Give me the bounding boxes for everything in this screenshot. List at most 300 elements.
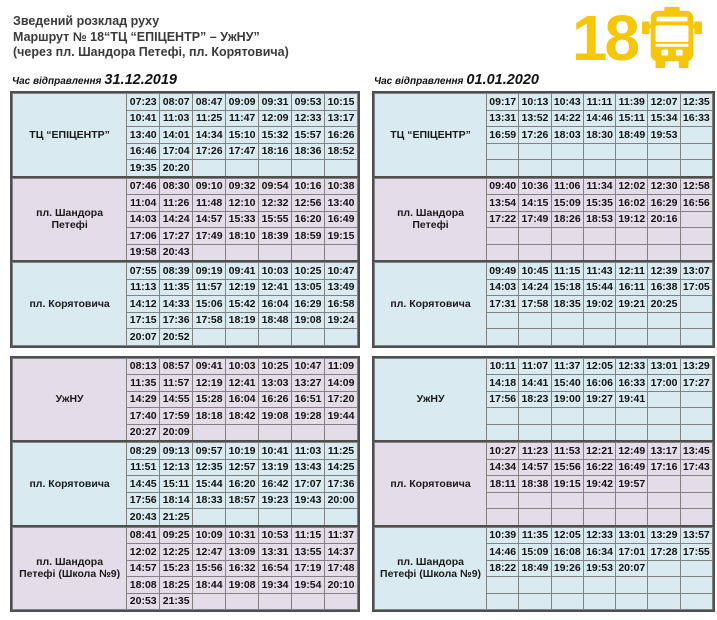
time-cell: 14:22 [551,110,583,127]
empty-time-cell [648,509,680,526]
time-cell: 09:09 [226,94,259,111]
time-cell: 16:49 [616,459,648,476]
time-cell: 20:00 [325,492,358,509]
time-cell: 14:34 [193,127,226,144]
empty-time-cell [519,228,551,245]
time-cell: 14:03 [127,211,160,228]
time-cell: 14:41 [519,375,551,392]
empty-time-cell [616,593,648,610]
schedule-column-day2 [372,72,715,620]
title-line-3: (через пл. Шандора Петефі, пл. Корятовича) [13,45,289,59]
empty-time-cell [616,312,648,329]
time-cell: 18:10 [226,228,259,245]
time-cell: 16:38 [648,279,680,296]
empty-time-cell [487,244,519,261]
time-cell: 13:43 [292,459,325,476]
time-cell: 15:11 [160,476,193,493]
time-cell: 14:55 [160,391,193,408]
time-cell: 12:33 [292,110,325,127]
title-line-2: Маршрут № 18“ТЦ “ЕПІЦЕНТР” – УжНУ” [13,29,260,44]
time-cell: 18:36 [292,143,325,160]
time-cell: 14:57 [193,211,226,228]
time-cell: 20:07 [127,329,160,346]
empty-time-cell [616,143,648,160]
empty-time-cell [616,160,648,177]
timetable-row [375,94,713,111]
time-cell: 09:41 [193,358,226,375]
time-cell: 13:54 [487,195,519,212]
time-cell: 18:44 [193,577,226,594]
empty-time-cell [292,424,325,441]
empty-time-cell [487,424,519,441]
empty-time-cell [519,509,551,526]
empty-time-cell [648,577,680,594]
empty-time-cell [226,424,259,441]
time-cell: 16:49 [325,211,358,228]
time-cell: 12:25 [160,544,193,561]
timetable-petefi-school9-day1 [12,527,358,611]
empty-time-cell [226,329,259,346]
time-cell: 20:27 [127,424,160,441]
time-cell: 15:56 [551,459,583,476]
station-label: УжНУ [13,358,127,441]
empty-time-cell [259,593,292,610]
time-cell: 16:54 [259,560,292,577]
empty-time-cell [648,244,680,261]
timetable-block-day1-return [10,356,360,613]
empty-time-cell [680,127,712,144]
time-cell: 07:55 [127,263,160,280]
time-cell: 19:58 [127,244,160,261]
time-cell: 11:03 [292,443,325,460]
time-cell: 12:35 [193,459,226,476]
time-cell: 19:43 [292,492,325,509]
empty-time-cell [292,244,325,261]
empty-time-cell [680,160,712,177]
time-cell: 18:22 [487,560,519,577]
time-cell: 18:38 [519,476,551,493]
empty-time-cell [680,509,712,526]
time-cell: 08:39 [160,263,193,280]
time-cell: 12:35 [680,94,712,111]
timetable-koriatovycha-day1 [12,262,358,346]
time-cell: 17:20 [325,391,358,408]
time-cell: 14:03 [487,279,519,296]
time-cell: 12:39 [648,263,680,280]
time-cell: 13:57 [680,527,712,544]
time-cell: 11:03 [160,110,193,127]
time-cell: 09:10 [193,178,226,195]
departure-label: Час відправлення [374,76,464,87]
schedule-column-day1 [10,72,360,620]
time-cell: 09:31 [259,94,292,111]
time-cell: 19:08 [292,312,325,329]
time-cell: 14:25 [325,459,358,476]
time-cell: 17:26 [193,143,226,160]
empty-time-cell [680,244,712,261]
time-cell: 14:01 [160,127,193,144]
time-cell: 16:04 [259,296,292,313]
time-cell: 14:46 [583,110,615,127]
time-cell: 18:59 [292,228,325,245]
time-cell: 11:13 [127,279,160,296]
time-cell: 10:47 [325,263,358,280]
time-cell: 13:40 [127,127,160,144]
station-label: пл. Шандора Петефі [13,178,127,261]
time-cell: 16:58 [325,296,358,313]
empty-time-cell [551,160,583,177]
time-cell: 15:28 [193,391,226,408]
time-cell: 14:45 [127,476,160,493]
time-cell: 13:09 [226,544,259,561]
time-cell: 11:39 [616,94,648,111]
empty-time-cell [583,424,615,441]
time-cell: 17:56 [127,492,160,509]
time-cell: 17:58 [519,296,551,313]
time-cell: 17:40 [127,408,160,425]
time-cell: 11:09 [325,358,358,375]
time-cell: 13:01 [648,358,680,375]
empty-time-cell [551,424,583,441]
time-cell: 10:27 [487,443,519,460]
empty-time-cell [325,160,358,177]
empty-time-cell [487,492,519,509]
time-cell: 12:49 [616,443,648,460]
time-cell: 12:09 [259,110,292,127]
empty-time-cell [680,492,712,509]
time-cell: 19:15 [325,228,358,245]
empty-time-cell [648,424,680,441]
empty-time-cell [680,476,712,493]
time-cell: 16:51 [292,391,325,408]
time-cell: 20:20 [160,160,193,177]
time-cell: 19:54 [292,577,325,594]
date-day2: 01.01.2020 [466,72,539,88]
empty-time-cell [193,329,226,346]
empty-time-cell [583,244,615,261]
empty-time-cell [487,408,519,425]
time-cell: 12:02 [127,544,160,561]
time-cell: 19:57 [616,476,648,493]
timetable-epicentr-day1 [12,93,358,178]
time-cell: 12:07 [648,94,680,111]
time-cell: 18:14 [160,492,193,509]
timetable-row [13,358,358,375]
empty-time-cell [226,509,259,526]
departure-label: Час відправлення [12,76,102,87]
time-cell: 20:53 [127,593,160,610]
time-cell: 11:57 [160,375,193,392]
time-cell: 17:36 [325,476,358,493]
empty-time-cell [551,329,583,346]
empty-time-cell [519,143,551,160]
document-header [0,0,717,72]
time-cell: 14:29 [127,391,160,408]
time-cell: 13:40 [325,195,358,212]
station-label: пл. Шандора Петефі (Школа №9) [13,527,127,610]
station-label: УжНУ [375,358,487,441]
time-cell: 16:33 [680,110,712,127]
time-cell: 10:41 [259,443,292,460]
time-cell: 17:49 [193,228,226,245]
timetable-epicentr-day2 [374,93,713,178]
empty-time-cell [519,160,551,177]
time-cell: 13:31 [259,544,292,561]
empty-time-cell [193,509,226,526]
time-cell: 18:19 [226,312,259,329]
time-cell: 11:06 [551,178,583,195]
time-cell: 16:11 [616,279,648,296]
empty-time-cell [680,424,712,441]
time-cell: 11:35 [127,375,160,392]
time-cell: 14:33 [160,296,193,313]
time-cell: 17:27 [160,228,193,245]
time-cell: 21:25 [160,509,193,526]
time-cell: 18:25 [160,577,193,594]
time-cell: 08:13 [127,358,160,375]
empty-time-cell [616,492,648,509]
station-label: пл. Корятовича [375,263,487,346]
time-cell: 12:05 [551,527,583,544]
time-cell: 16:08 [551,544,583,561]
time-cell: 17:27 [680,375,712,392]
time-cell: 14:15 [519,195,551,212]
empty-time-cell [551,492,583,509]
time-cell: 19:35 [127,160,160,177]
empty-time-cell [616,228,648,245]
timetable-row [13,94,358,111]
time-cell: 20:52 [160,329,193,346]
time-cell: 14:37 [325,544,358,561]
empty-time-cell [292,509,325,526]
time-cell: 10:16 [292,178,325,195]
time-cell: 14:12 [127,296,160,313]
station-label: пл. Корятовича [375,443,487,526]
time-cell: 10:19 [226,443,259,460]
empty-time-cell [519,408,551,425]
time-cell: 20:25 [648,296,680,313]
empty-time-cell [648,391,680,408]
time-cell: 18:33 [193,492,226,509]
time-cell: 10:03 [226,358,259,375]
time-cell: 12:32 [259,195,292,212]
empty-time-cell [648,492,680,509]
time-cell: 13:49 [325,279,358,296]
empty-time-cell [325,244,358,261]
empty-time-cell [583,492,615,509]
time-cell: 10:31 [226,527,259,544]
empty-time-cell [519,577,551,594]
empty-time-cell [519,244,551,261]
timetable-uzhnu-day1 [12,358,358,443]
empty-time-cell [487,577,519,594]
time-cell: 13:07 [680,263,712,280]
empty-time-cell [583,160,615,177]
time-cell: 16:59 [487,127,519,144]
time-cell: 11:25 [325,443,358,460]
time-cell: 18:53 [583,211,615,228]
time-cell: 16:32 [226,560,259,577]
empty-time-cell [680,312,712,329]
time-cell: 12:58 [680,178,712,195]
empty-time-cell [551,577,583,594]
time-cell: 10:47 [292,358,325,375]
empty-time-cell [616,424,648,441]
empty-time-cell [616,577,648,594]
time-cell: 09:19 [193,263,226,280]
time-cell: 12:30 [648,178,680,195]
time-cell: 09:40 [487,178,519,195]
time-cell: 11:15 [551,263,583,280]
time-cell: 14:09 [325,375,358,392]
time-cell: 19:41 [616,391,648,408]
time-cell: 18:08 [127,577,160,594]
empty-time-cell [551,228,583,245]
empty-time-cell [519,424,551,441]
timetable-row [375,443,713,460]
time-cell: 11:11 [583,94,615,111]
time-cell: 15:33 [226,211,259,228]
time-cell: 21:35 [160,593,193,610]
time-cell: 17:26 [519,127,551,144]
time-cell: 14:24 [519,279,551,296]
time-cell: 14:34 [487,459,519,476]
empty-time-cell [487,160,519,177]
time-cell: 11:07 [519,358,551,375]
empty-time-cell [648,408,680,425]
time-cell: 13:03 [259,375,292,392]
timetable-petefi-day1 [12,178,358,263]
time-cell: 09:13 [160,443,193,460]
time-cell: 15:09 [551,195,583,212]
time-cell: 19:27 [583,391,615,408]
time-cell: 18:48 [259,312,292,329]
empty-time-cell [583,143,615,160]
empty-time-cell [648,560,680,577]
time-cell: 20:16 [648,211,680,228]
time-cell: 16:29 [648,195,680,212]
empty-time-cell [551,408,583,425]
time-cell: 18:16 [259,143,292,160]
time-cell: 20:09 [160,424,193,441]
time-cell: 15:10 [226,127,259,144]
time-cell: 17:31 [487,296,519,313]
empty-time-cell [648,228,680,245]
time-cell: 15:35 [583,195,615,212]
empty-time-cell [226,244,259,261]
time-cell: 15:23 [160,560,193,577]
timetable-koriatovycha-day2 [374,262,713,346]
empty-time-cell [680,329,712,346]
time-cell: 11:35 [519,527,551,544]
time-cell: 19:24 [325,312,358,329]
time-cell: 17:56 [487,391,519,408]
timetable-row [13,178,358,195]
time-cell: 12:05 [583,358,615,375]
time-cell: 14:24 [160,211,193,228]
empty-time-cell [325,509,358,526]
time-cell: 15:42 [226,296,259,313]
time-cell: 18:39 [259,228,292,245]
time-cell: 17:59 [160,408,193,425]
time-cell: 14:57 [519,459,551,476]
time-cell: 19:12 [616,211,648,228]
time-cell: 15:44 [583,279,615,296]
time-cell: 16:33 [616,375,648,392]
time-cell: 20:43 [160,244,193,261]
timetable-block-day1-outbound [10,91,360,348]
time-cell: 16:20 [226,476,259,493]
timetable-row [375,178,713,195]
time-cell: 17:47 [226,143,259,160]
time-cell: 13:52 [519,110,551,127]
timetable-petefi-day2 [374,178,713,263]
empty-time-cell [583,312,615,329]
empty-time-cell [648,312,680,329]
empty-time-cell [680,560,712,577]
time-cell: 16:26 [259,391,292,408]
time-cell: 15:40 [551,375,583,392]
time-cell: 08:29 [127,443,160,460]
time-cell: 12:11 [616,263,648,280]
empty-time-cell [616,244,648,261]
time-cell: 08:07 [160,94,193,111]
time-cell: 11:34 [583,178,615,195]
time-cell: 17:36 [160,312,193,329]
timetable-row [13,443,358,460]
empty-time-cell [583,408,615,425]
time-cell: 15:55 [259,211,292,228]
time-cell: 20:43 [127,509,160,526]
time-cell: 19:00 [551,391,583,408]
time-cell: 19:21 [616,296,648,313]
time-cell: 18:42 [226,408,259,425]
time-cell: 15:06 [193,296,226,313]
empty-time-cell [680,408,712,425]
time-cell: 10:15 [325,94,358,111]
time-cell: 17:07 [292,476,325,493]
title-line-1: Зведений розклад руху [13,14,160,28]
time-cell: 17:00 [648,375,680,392]
empty-time-cell [325,424,358,441]
time-cell: 18:35 [551,296,583,313]
empty-time-cell [583,329,615,346]
time-cell: 12:47 [193,544,226,561]
time-cell: 19:44 [325,408,358,425]
time-cell: 19:28 [292,408,325,425]
time-cell: 17:05 [680,279,712,296]
time-cell: 18:18 [193,408,226,425]
empty-time-cell [551,143,583,160]
time-cell: 10:36 [519,178,551,195]
timetable-petefi-school9-day2 [374,527,713,611]
time-cell: 18:57 [226,492,259,509]
empty-time-cell [193,244,226,261]
time-cell: 19:26 [551,560,583,577]
time-cell: 17:22 [487,211,519,228]
time-cell: 19:15 [551,476,583,493]
time-cell: 07:23 [127,94,160,111]
station-label: пл. Шандора Петефі (Школа №9) [375,527,487,610]
time-cell: 14:18 [487,375,519,392]
timetable-koriatovycha2-day2 [374,442,713,527]
time-cell: 18:26 [551,211,583,228]
empty-time-cell [292,160,325,177]
empty-time-cell [259,329,292,346]
time-cell: 10:38 [325,178,358,195]
time-cell: 16:26 [325,127,358,144]
empty-time-cell [583,228,615,245]
